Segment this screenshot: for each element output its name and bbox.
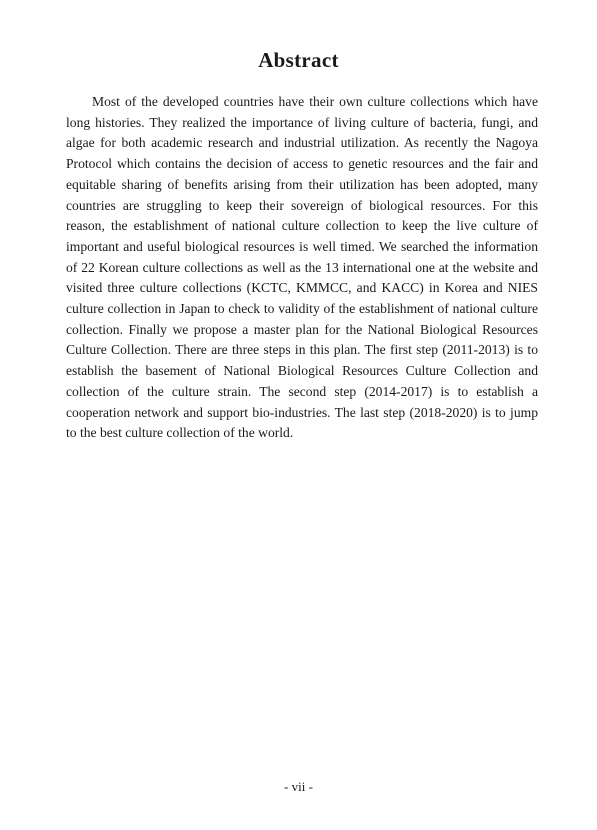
page-number: - vii -: [284, 779, 313, 794]
page-title: Abstract: [258, 48, 339, 73]
abstract-paragraph: Most of the developed countries have their own culture collections which have long histories. They realized the importance of living culture of bacteria, fungi, and algae for both academic research and industrial utilization. As recently the Nagoya Protocol which contains the decision of access to genetic resources and the fair and equitable sharing of benefits arising from their utilization has been adopted, many countries are struggling to keep their sovereign of biological resources. For this reason, the establishment of national culture collection to keep the live culture of important and useful biological resources is well timed. We searched the information of 22 Korean culture collections as well as the 13 international one at the website and visited three culture collections (KCTC, KMMCC, and KACC) in Korea and NIES culture collection in Japan to check to validity of the establishment of national culture collection. Finally we propose a master plan for the National Biological Resources Culture Collection. There are three steps in this plan. The first step (2011-2013) is to establish the basement of National Biological Resources Culture Collection and collection of the culture strain. The second step (2014-2017) is to establish a cooperation network and support bio-industries. The last step (2018-2020) is to jump to the best culture collection of the world.: [66, 94, 538, 441]
